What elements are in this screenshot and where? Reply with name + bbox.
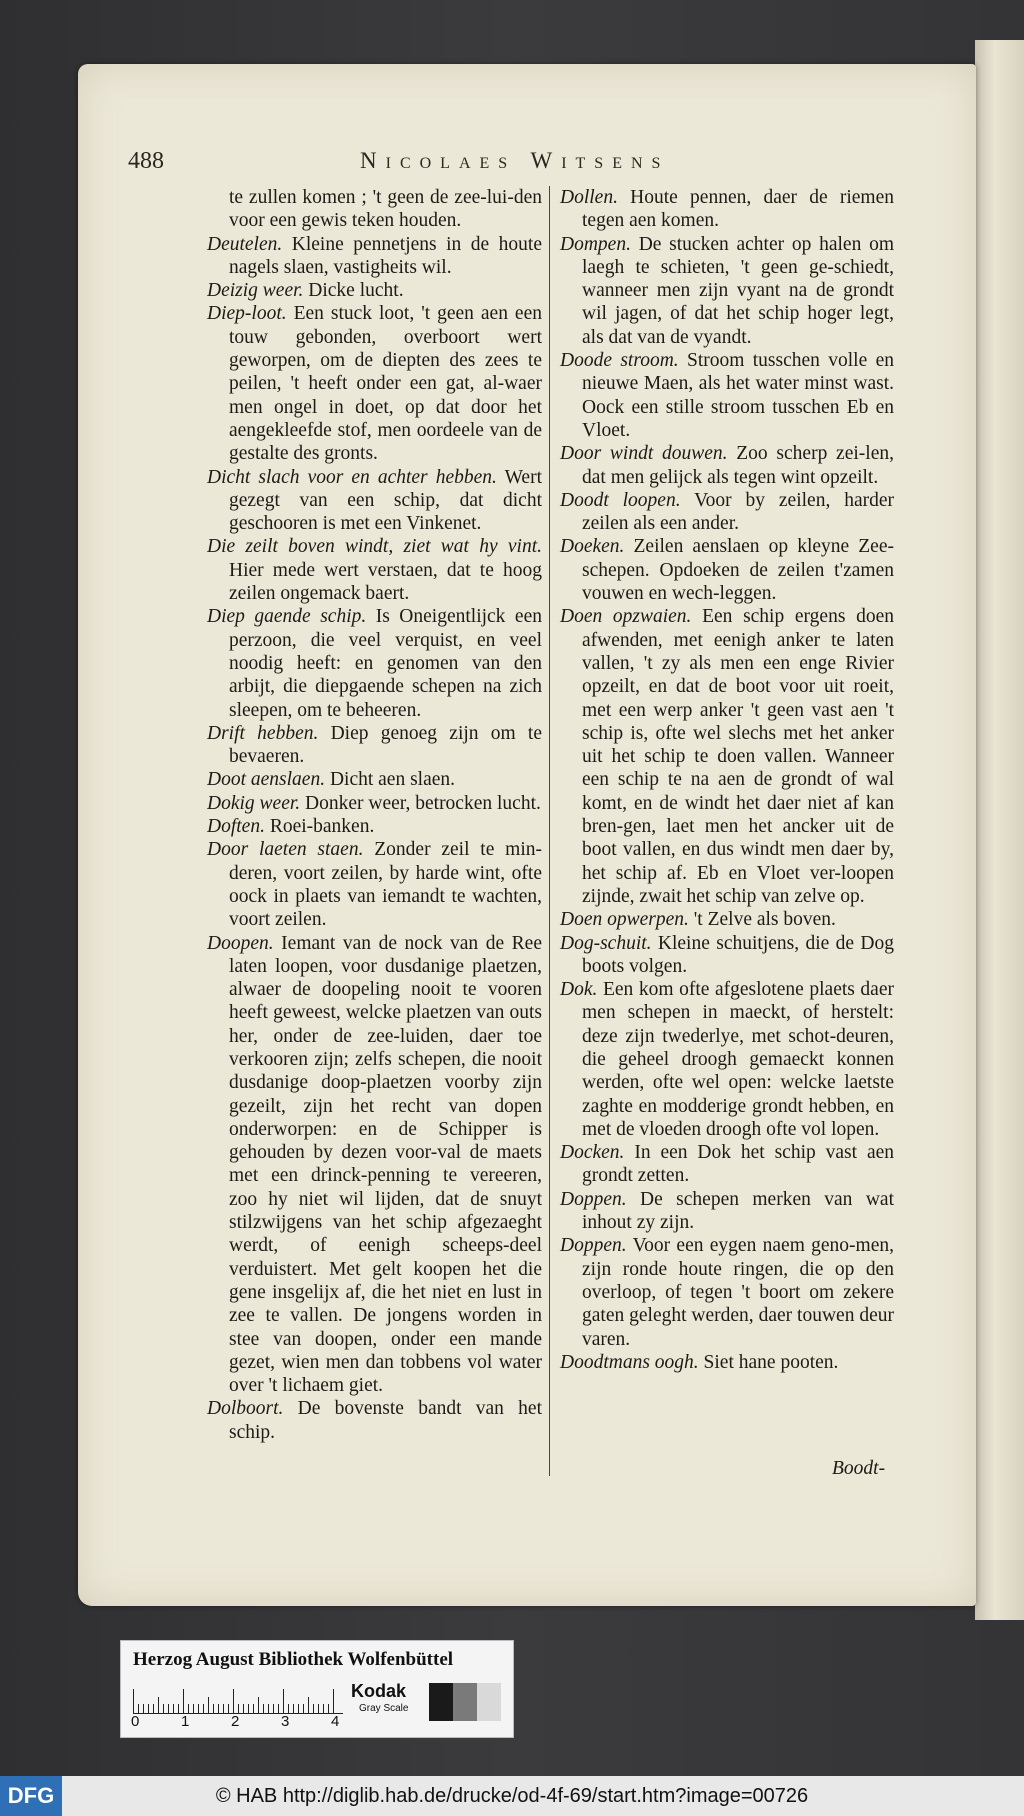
ruler-tick xyxy=(223,1704,224,1713)
library-name: Herzog August Bibliothek Wolfenbüttel xyxy=(133,1649,454,1670)
ruler-tick xyxy=(208,1697,209,1713)
column-divider xyxy=(549,186,550,1476)
entry-definition: Siet hane pooten. xyxy=(698,1351,839,1373)
entry-definition: Wert gezegt van een schip, dat dicht geschooren is met een Vinkenet. xyxy=(229,466,542,535)
scale-number: 3 xyxy=(281,1713,290,1730)
entry-definition: Kleine pennetjens in de houte nagels slaen, vastigheits wil. xyxy=(229,233,542,278)
entry-definition: 't Zelve als boven. xyxy=(688,909,836,931)
right-column xyxy=(560,186,894,1374)
entry-term: Doeken. xyxy=(560,536,625,558)
entry-term: Dolboort. xyxy=(207,1398,284,1420)
ruler-tick xyxy=(178,1704,179,1713)
entry-definition: Iemant van de nock van de Ree laten loopen, voor dusdanige plaetzen, alwaer de doopeling nooit te vooren heeft geweest, welcke plaetzen van outs her, onder de zee-luiden, daer toe verkooren zijn; zelfs schepen, die nooit dusdanige doop-plaetzen voorby zijn gezeilt, zijn het recht van dopen onderworpen: en de Schipper is gehouden by dezen voor-val de maets met een drinck-penning te vereeren, zoo hy niet wil lijden, dat de snuyt stilzwijgens van het schip afgezaeght werdt, of eenigh scheeps-deel verduistert. Met gelt koopen het die gene insgelijx af, die het niet en lust in zee te vallen. De jongens worden in stee van doopen, onder een mande gezet, wien men dan tobbens vol water over 't lichaem giet. xyxy=(229,932,542,1397)
gray-swatch xyxy=(453,1683,477,1721)
dictionary-entry xyxy=(207,792,542,815)
scale-number: 4 xyxy=(331,1713,340,1730)
entry-term: Doodt loopen. xyxy=(560,489,681,511)
ruler-tick xyxy=(163,1704,164,1713)
entry-term: Diep gaende schip. xyxy=(207,606,367,628)
entry-definition: Houte pennen, daer de riemen tegen aen komen. xyxy=(582,187,894,232)
dictionary-entry xyxy=(207,466,542,536)
entry-definition: Stroom tusschen volle en nieuwe Maen, als het water minst wast. Oock een stille stroom tusschen Eb en Vloet. xyxy=(582,350,894,441)
dictionary-entry xyxy=(207,279,542,302)
entry-definition: Donker weer, betrocken lucht. xyxy=(300,792,541,814)
entry-definition: te zullen komen ; 't geen de zee-lui-den voor een gewis teken houden. xyxy=(229,187,542,232)
dictionary-entry xyxy=(560,908,894,931)
entry-term: Door laeten staen. xyxy=(207,839,364,861)
entry-definition: De schepen merken van wat inhout zy zijn. xyxy=(582,1188,894,1234)
ruler-tick xyxy=(248,1704,249,1713)
ruler-tick xyxy=(213,1704,214,1713)
entry-definition: Zeilen aenslaen op kleyne Zee-schepen. Opdoeken de zeilen t'zamen vouwen en wech-leggen. xyxy=(582,536,894,605)
entry-definition: Voor een eygen naem geno-men, zijn ronde houte ringen, die op den overloop, of tegen 't boort om zekere gaten geleght werden, daer touwen deur varen. xyxy=(582,1235,894,1350)
dictionary-entry xyxy=(560,932,894,979)
entry-term: Drift hebben. xyxy=(207,722,319,744)
entry-definition: Zonder zeil te min-deren, voort zeilen, by harde wint, ofte oock in plaets van iemandt te wachten, voort zeilen. xyxy=(229,839,542,931)
ruler-tick xyxy=(253,1704,254,1713)
dictionary-entry xyxy=(560,535,894,605)
ruler-tick xyxy=(143,1704,144,1713)
dictionary-entry xyxy=(207,302,542,465)
dictionary-entry xyxy=(207,186,542,233)
ruler-tick xyxy=(153,1704,154,1713)
entry-term: Doopen. xyxy=(207,932,274,954)
ruler-tick xyxy=(198,1704,199,1713)
entry-term: Die zeilt boven windt, ziet wat hy vint. xyxy=(207,536,542,558)
ruler-tick xyxy=(158,1697,159,1713)
gray-swatches xyxy=(429,1683,501,1721)
ruler-tick xyxy=(148,1704,149,1713)
page-number: 488 xyxy=(128,148,164,174)
entry-term: Dollen. xyxy=(560,187,618,208)
entry-term: Deizig weer. xyxy=(207,280,304,302)
ruler-tick xyxy=(288,1704,289,1713)
entry-definition: Zoo scherp zei-len, dat men gelijck als tegen wint opzeilt. xyxy=(582,443,894,488)
entry-definition: De stucken achter op halen om laegh te schieten, 't geen ge-schiedt, wanneer men zijn vyant na de grondt wil jagen, of dat het schip hoger legt, als dat van de vyandt. xyxy=(582,233,894,348)
entry-term: Dicht slach voor en achter hebben. xyxy=(207,466,497,488)
ruler-tick xyxy=(273,1704,274,1713)
entry-term: Doppen. xyxy=(560,1188,627,1210)
dictionary-entry xyxy=(207,605,542,721)
entry-term: Doften. xyxy=(207,816,265,838)
gray-swatch xyxy=(429,1683,453,1721)
scale-number: 0 xyxy=(131,1713,140,1730)
dictionary-entry xyxy=(560,1351,894,1374)
dictionary-entry xyxy=(560,1234,894,1350)
catchword: Boodt- xyxy=(832,1458,886,1479)
entry-term: Docken. xyxy=(560,1142,625,1164)
ruler-tick xyxy=(313,1704,314,1713)
dictionary-entry xyxy=(560,978,894,1141)
ruler-tick xyxy=(243,1704,244,1713)
entry-term: Dokig weer. xyxy=(207,792,301,814)
ruler-tick xyxy=(238,1704,239,1713)
entry-definition: Voor by zeilen, harder zeilen als een ander. xyxy=(582,489,894,535)
ruler-tick xyxy=(188,1704,189,1713)
entry-term: Dog-schuit. xyxy=(560,932,652,954)
entry-term: Deutelen. xyxy=(207,233,283,255)
grayscale-label: Gray Scale xyxy=(359,1703,409,1714)
ruler-tick xyxy=(293,1704,294,1713)
dictionary-entry xyxy=(560,489,894,536)
entry-definition: Hier mede wert verstaen, dat te hoog zeilen ongemack baert. xyxy=(229,559,542,605)
scale-ruler xyxy=(133,1683,343,1714)
ruler-tick xyxy=(203,1704,204,1713)
entry-definition: Een kom ofte afgeslotene plaets daer men schepen in maeckt, of herstelt: deze zijn twederlye, met schot-deuren, die geheel droogh gemaeckt konnen werden, ofte wel open: welcke laetste zaghte en modderige grondt hebben, en met de vloeden droogh ofte vol lopen. xyxy=(582,979,894,1140)
entry-definition: De bovenste bandt van het schip. xyxy=(229,1398,542,1443)
ruler-tick xyxy=(328,1704,329,1713)
copyright-link[interactable]: © HAB http://diglib.hab.de/drucke/od-4f-69/start.htm?image=00726 xyxy=(215,1785,809,1807)
entry-definition: Is Oneigentlijck een perzoon, die veel verquist, en veel noodig heeft: en genomen van den arbijt, die diepgaende schepen na zich sleepen, om te beheeren. xyxy=(229,606,542,721)
ruler-tick xyxy=(318,1704,319,1713)
entry-term: Dompen. xyxy=(560,233,631,255)
scale-number: 2 xyxy=(231,1713,240,1730)
entry-term: Doen opzwaien. xyxy=(560,606,692,628)
dictionary-entry xyxy=(207,768,542,791)
ruler-tick xyxy=(303,1704,304,1713)
dictionary-entry xyxy=(207,838,542,931)
left-column xyxy=(207,186,542,1444)
entry-definition: Kleine schuitjens, die de Dog boots volgen. xyxy=(582,932,894,977)
ruler-tick xyxy=(298,1704,299,1713)
entry-definition: Een stuck loot, 't geen aen een touw gebonden, overboort wert geworpen, om de diepten des zees te peilen, 't heeft onder een gat, al-waer men ongel in doet, op dat door het aengekleefde stof, men oordeele van de gestalte des gronts. xyxy=(229,303,542,465)
next-page-edge xyxy=(975,40,1024,1620)
ruler-tick xyxy=(323,1704,324,1713)
entry-definition: Een schip ergens doen afwenden, met eenigh anker te laten vallen, 't zy als men een enge Rivier opzeilt, en dat de boot voor uit roeit, met een werp anker 't geen vast aen 't schip is, ofte wel slechs met het anker uit het schip te doen vallen. Wanneer een schip te na aen de grondt of wal komt, en de windt het daer niet af kan bren-gen, laet men het ancker uit de boot vallen, en dus windt men daer by, het schip af. Eb en Vloet ver-loopen zijnde, zwait het schip van zelve op. xyxy=(582,606,894,907)
dictionary-entry xyxy=(560,233,894,349)
entry-definition: Diep genoeg zijn om te bevaeren. xyxy=(229,722,543,768)
dictionary-entry xyxy=(207,535,542,605)
dictionary-entry xyxy=(560,442,894,489)
dictionary-entry xyxy=(207,722,542,769)
ruler-tick xyxy=(233,1689,234,1713)
ruler-tick xyxy=(333,1689,334,1713)
entry-term: Doodtmans oogh. xyxy=(560,1351,699,1373)
entry-term: Dok. xyxy=(560,979,598,1001)
ruler-tick xyxy=(133,1689,134,1713)
dictionary-entry xyxy=(560,349,894,442)
footer-bar xyxy=(0,1776,1024,1816)
ruler-tick xyxy=(168,1704,169,1713)
gray-swatch xyxy=(477,1683,501,1721)
dictionary-entry xyxy=(560,605,894,908)
dictionary-entry xyxy=(560,186,894,233)
ruler-tick xyxy=(268,1704,269,1713)
dfg-logo: DFG xyxy=(0,1776,62,1816)
ruler-tick xyxy=(183,1689,184,1713)
ruler-tick xyxy=(258,1697,259,1713)
kodak-logo: Kodak xyxy=(351,1681,407,1701)
ruler-tick xyxy=(308,1697,309,1713)
entry-definition: Dicke lucht. xyxy=(303,280,404,302)
entry-term: Doen opwerpen. xyxy=(560,909,689,931)
dictionary-entry xyxy=(207,1397,542,1444)
entry-definition: In een Dok het schip vast aen grondt zetten. xyxy=(582,1142,894,1187)
entry-definition: Dicht aen slaen. xyxy=(325,769,456,791)
entry-term: Doode stroom. xyxy=(560,350,679,372)
entry-term: Door windt douwen. xyxy=(560,443,728,465)
ruler-tick xyxy=(173,1704,174,1713)
running-head xyxy=(128,148,748,182)
ruler-tick xyxy=(193,1704,194,1713)
dictionary-entry xyxy=(560,1188,894,1235)
ruler-tick xyxy=(263,1704,264,1713)
entry-term: Diep-loot. xyxy=(207,303,287,325)
scale-number: 1 xyxy=(181,1713,190,1730)
library-label-card xyxy=(120,1640,514,1738)
dictionary-entry xyxy=(207,233,542,280)
ruler-tick xyxy=(278,1704,279,1713)
ruler-tick xyxy=(138,1704,139,1713)
ruler-tick xyxy=(218,1704,219,1713)
dictionary-entry xyxy=(207,815,542,838)
dictionary-entry xyxy=(560,1141,894,1188)
entry-definition: Roei-banken. xyxy=(264,816,375,838)
entry-term: Doot aenslaen. xyxy=(207,769,326,791)
dictionary-entry xyxy=(207,932,542,1398)
entry-term: Doppen. xyxy=(560,1235,627,1257)
ruler-tick xyxy=(283,1689,284,1713)
running-title: Nicolaes Witsens xyxy=(360,148,670,173)
ruler-tick xyxy=(228,1704,229,1713)
